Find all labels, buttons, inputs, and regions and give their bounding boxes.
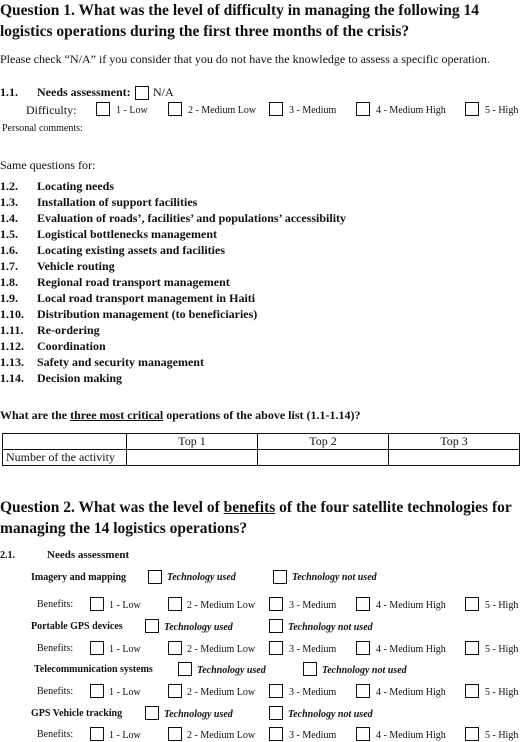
benefit-checkbox-5[interactable] [465, 727, 479, 741]
benefit-checkbox-2[interactable] [168, 597, 182, 611]
list-item-number: 1.7. [0, 259, 18, 273]
tech-gps-used-checkbox[interactable] [145, 619, 159, 633]
same-questions-label: Same questions for: [0, 158, 96, 172]
list-item-number: 1.12. [0, 339, 24, 353]
q2-title-post: of the four satellite technologies for managing the 14 logistics operations? [0, 499, 512, 537]
list-item-label: Regional road transport management [37, 275, 230, 289]
benefit-option-1: 1 - Low [109, 730, 141, 741]
list-item-number: 1.14. [0, 371, 24, 385]
top1-cell[interactable] [127, 450, 258, 466]
list-item-number: 1.8. [0, 275, 18, 289]
benefit-option-3: 3 - Medium [289, 687, 337, 698]
tech-used-label: Technology used [167, 572, 236, 583]
difficulty-checkbox-3[interactable] [269, 102, 283, 116]
benefit-checkbox-2[interactable] [168, 641, 182, 655]
benefit-checkbox-2[interactable] [168, 727, 182, 741]
list-item-label: Logistical bottlenecks management [37, 227, 217, 241]
benefit-option-5: 5 - High [485, 687, 519, 698]
benefit-checkbox-5[interactable] [465, 597, 479, 611]
benefit-checkbox-1[interactable] [90, 597, 104, 611]
q2-title-emph: benefits [223, 499, 276, 516]
q1-instruction: Please check “N/A” if you consider that you do not have the knowledge to assess a specific operation. [0, 52, 490, 66]
list-item-label: Re-ordering [37, 323, 100, 337]
list-item-number: 1.6. [0, 243, 18, 257]
list-item-label: Decision making [37, 371, 123, 385]
tech-not-used-label: Technology not used [288, 709, 373, 720]
tech-telecom-used-checkbox[interactable] [178, 662, 192, 676]
list-item-label: Locating needs [37, 179, 115, 193]
benefit-checkbox-4[interactable] [356, 727, 370, 741]
benefit-checkbox-1[interactable] [90, 727, 104, 741]
tech-used-label: Technology used [197, 665, 266, 676]
list-item-number: 1.2. [0, 179, 18, 193]
benefit-option-2: 2 - Medium Low [187, 730, 256, 741]
list-item-label: Installation of support facilities [37, 195, 198, 209]
list-item-label: Local road transport management in Haiti [37, 291, 256, 305]
difficulty-option-1: 1 - Low [116, 105, 148, 116]
list-item-label: Distribution management (to beneficiaries) [37, 307, 258, 321]
comments-label: Personal comments: [2, 123, 83, 134]
tech-imagery-not-used-checkbox[interactable] [273, 570, 287, 584]
table-header-cell: Top 1 [127, 434, 258, 450]
table-header-cell: Top 3 [389, 434, 520, 450]
benefit-option-5: 5 - High [485, 644, 519, 655]
critical-question-post: operations of the above list (1.1-1.14)? [163, 408, 361, 422]
benefit-checkbox-5[interactable] [465, 641, 479, 655]
top3-cell[interactable] [389, 450, 520, 466]
tech-gps-not-used-checkbox[interactable] [269, 619, 283, 633]
list-item-label: Safety and security management [37, 355, 204, 369]
difficulty-checkbox-2[interactable] [168, 102, 182, 116]
table-header-row [3, 434, 520, 450]
benefit-option-1: 1 - Low [109, 644, 141, 655]
benefit-option-4: 4 - Medium High [376, 730, 446, 741]
benefits-label: Benefits: [37, 729, 74, 740]
benefit-option-5: 5 - High [485, 600, 519, 611]
difficulty-checkbox-5[interactable] [465, 102, 479, 116]
table-row-label: Number of the activity [3, 450, 127, 466]
benefit-option-2: 2 - Medium Low [187, 644, 256, 655]
benefit-option-4: 4 - Medium High [376, 644, 446, 655]
list-item-number: 1.4. [0, 211, 18, 225]
tech-vehicle-used-checkbox[interactable] [145, 706, 159, 720]
list-item-number: 1.5. [0, 227, 18, 241]
q1-title: Question 1. What was the level of difficulty in managing the following 14 logistics operations during the first three months of the crisis? [0, 2, 479, 40]
benefit-checkbox-4[interactable] [356, 684, 370, 698]
benefit-checkbox-3[interactable] [269, 727, 283, 741]
benefits-label: Benefits: [37, 599, 74, 610]
benefit-option-4: 4 - Medium High [376, 600, 446, 611]
critical-question-pre: What are the [0, 408, 71, 422]
benefit-option-3: 3 - Medium [289, 730, 337, 741]
tech-imagery-used-checkbox[interactable] [148, 570, 162, 584]
benefit-checkbox-3[interactable] [269, 597, 283, 611]
top2-cell[interactable] [258, 450, 389, 466]
q2-title [0, 497, 515, 539]
tech-not-used-label: Technology not used [322, 665, 407, 676]
tech-telecom-not-used-checkbox[interactable] [303, 662, 317, 676]
difficulty-option-3: 3 - Medium [289, 105, 337, 116]
table-row [3, 450, 520, 466]
tech-not-used-label: Technology not used [288, 622, 373, 633]
difficulty-option-2: 2 - Medium Low [188, 105, 257, 116]
na-label: N/A [153, 85, 174, 99]
benefit-checkbox-1[interactable] [90, 641, 104, 655]
tech-not-used-label: Technology not used [292, 572, 377, 583]
q2-sub-label: Needs assessment [47, 549, 130, 561]
difficulty-checkbox-4[interactable] [356, 102, 370, 116]
table-header-cell: Top 2 [258, 434, 389, 450]
list-item-number: 1.9. [0, 291, 18, 305]
list-item-label: Locating existing assets and facilities [37, 243, 225, 257]
tech-gps-label: Portable GPS devices [31, 621, 123, 632]
benefit-option-5: 5 - High [485, 730, 519, 741]
critical-table [2, 433, 520, 466]
tech-used-label: Technology used [164, 622, 233, 633]
benefit-option-1: 1 - Low [109, 600, 141, 611]
benefit-checkbox-3[interactable] [269, 684, 283, 698]
list-item-label: Evaluation of roads’, facilities’ and populations’ accessibility [37, 211, 347, 225]
q2-title-pre: Question 2. What was the level of [0, 499, 224, 516]
tech-vehicle-tracking-label: GPS Vehicle tracking [31, 708, 123, 719]
list-item-number: 1.11. [0, 323, 24, 337]
item-label: Needs assessment: [37, 85, 131, 99]
list-item-label: Vehicle routing [37, 259, 115, 273]
list-item-label: Coordination [37, 339, 106, 353]
benefit-checkbox-4[interactable] [356, 641, 370, 655]
difficulty-checkbox-1[interactable] [96, 102, 110, 116]
critical-question [0, 408, 361, 423]
list-item-number: 1.13. [0, 355, 24, 369]
benefits-label: Benefits: [37, 686, 74, 697]
difficulty-option-5: 5 - High [485, 105, 519, 116]
list-item-number: 1.10. [0, 307, 24, 321]
benefits-label: Benefits: [37, 643, 74, 654]
list-item-number: 1.3. [0, 195, 18, 209]
tech-used-label: Technology used [164, 709, 233, 720]
benefit-option-3: 3 - Medium [289, 644, 337, 655]
table-header-cell [3, 434, 127, 450]
tech-vehicle-not-used-checkbox[interactable] [269, 706, 283, 720]
benefit-checkbox-1[interactable] [90, 684, 104, 698]
benefit-option-1: 1 - Low [109, 687, 141, 698]
benefit-checkbox-2[interactable] [168, 684, 182, 698]
tech-telecom-label: Telecommunication systems [34, 664, 153, 675]
benefit-option-4: 4 - Medium High [376, 687, 446, 698]
benefit-checkbox-5[interactable] [465, 684, 479, 698]
benefit-option-2: 2 - Medium Low [187, 600, 256, 611]
benefit-checkbox-3[interactable] [269, 641, 283, 655]
difficulty-label: Difficulty: [26, 103, 77, 117]
benefit-option-2: 2 - Medium Low [187, 687, 256, 698]
item-number: 1.1. [0, 85, 18, 99]
na-checkbox[interactable] [135, 86, 149, 100]
benefit-option-3: 3 - Medium [289, 600, 337, 611]
difficulty-option-4: 4 - Medium High [376, 105, 446, 116]
critical-question-emph: three most critical [70, 408, 164, 422]
tech-imagery-label: Imagery and mapping [31, 572, 127, 583]
benefit-checkbox-4[interactable] [356, 597, 370, 611]
q2-sub-number: 2.1. [0, 550, 15, 561]
